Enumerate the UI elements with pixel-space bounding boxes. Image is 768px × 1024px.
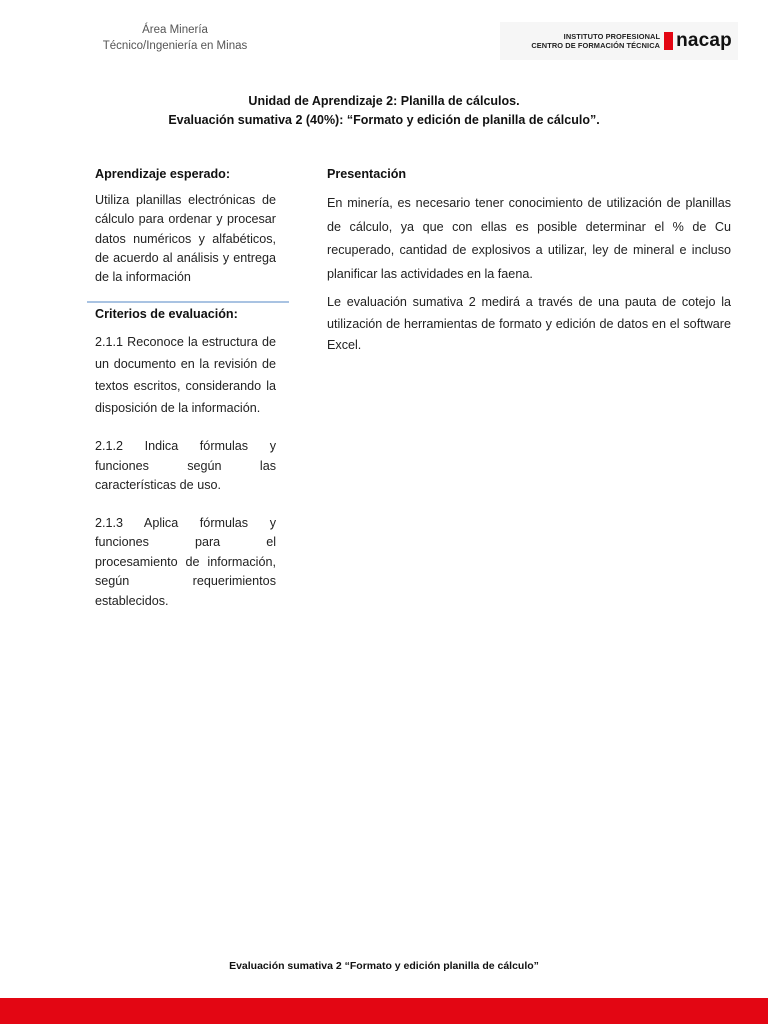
criterion-item: 2.1.1 Reconoce la estructura de un documento en la revisión de textos escritos, considerando la disposición de la información.	[95, 335, 276, 416]
criterion-item: 2.1.2 Indica fórmulas y funciones según las características de uso.	[95, 439, 276, 493]
logo-institution-text	[531, 32, 660, 50]
presentation-paragraph: Le evaluación sumativa 2 medirá a través de una pauta de cotejo la utilización de herramientas de formato y edición de datos en el software Excel.	[327, 295, 731, 352]
logo-line-1: INSTITUTO PROFESIONAL	[563, 32, 661, 41]
header-area: Área Minería	[142, 24, 208, 36]
footer-color-bar	[0, 998, 768, 1024]
header-program: Técnico/Ingeniería en Minas	[102, 40, 248, 52]
inacap-logo	[500, 22, 738, 60]
logo-brand-word: nacap	[676, 30, 732, 51]
title-line-1: Unidad de Aprendizaje 2: Planilla de cálculos.	[248, 94, 520, 108]
section-divider	[87, 301, 289, 303]
title-line-2: Evaluación sumativa 2 (40%): “Formato y edición de planilla de cálculo”.	[168, 113, 600, 127]
logo-line-2: CENTRO DE FORMACIÓN TÉCNICA	[531, 41, 661, 50]
page-header-institution	[80, 22, 270, 54]
presentation-heading: Presentación	[327, 167, 407, 181]
logo-mark-icon	[664, 32, 673, 50]
criterion-item: 2.1.3 Aplica fórmulas y funciones para el procesamiento de información, según requerimientos establecidos.	[95, 515, 276, 608]
left-column	[95, 165, 276, 611]
criteria-heading: Criterios de evaluación:	[95, 307, 238, 322]
learning-heading: Aprendizaje esperado:	[95, 167, 231, 181]
page-footer-text: Evaluación sumativa 2 “Formato y edición planilla de cálculo”	[229, 960, 539, 972]
presentation-paragraph: En minería, es necesario tener conocimiento de utilización de planillas de cálculo, ya que con ellas es posible determinar el % de Cu recuperado, cantidad de explosivos a utilizar, ley de mineral e incluso planificar las actividades en la faena.	[327, 196, 731, 281]
learning-text: Utiliza planillas electrónicas de cálculo para ordenar y procesar datos numéricos y alfabéticos, de acuerdo al análisis y entrega de la información	[95, 193, 276, 285]
document-title	[0, 92, 768, 130]
right-column	[327, 165, 731, 357]
